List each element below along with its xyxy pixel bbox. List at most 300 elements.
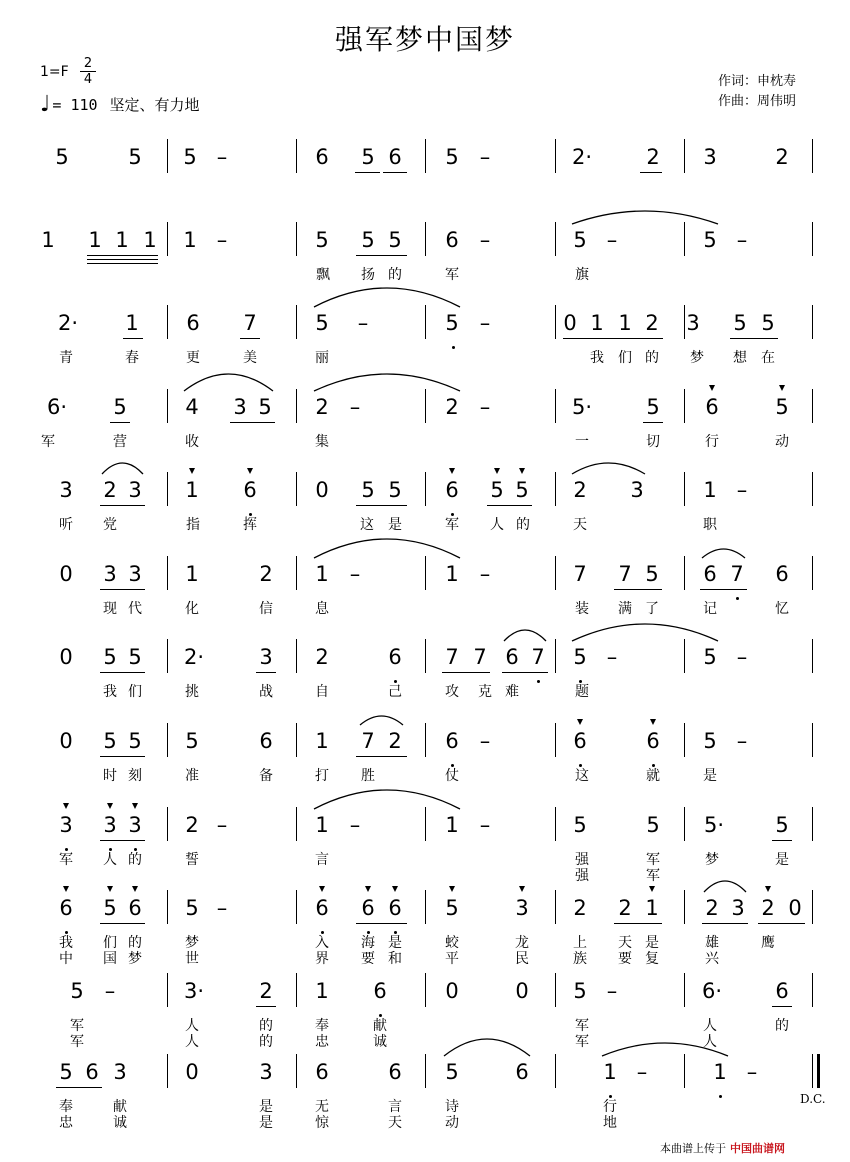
underline bbox=[772, 1006, 792, 1007]
lyric: 动 bbox=[775, 434, 789, 450]
lyric: 的 bbox=[128, 935, 142, 951]
note: 1 bbox=[88, 228, 102, 252]
underline bbox=[356, 756, 407, 757]
note: 6 bbox=[445, 228, 459, 252]
bar-line bbox=[167, 1054, 168, 1088]
bar-line bbox=[167, 890, 168, 924]
lyric: 春 bbox=[125, 350, 139, 366]
note: 5 bbox=[128, 729, 142, 753]
lyric: 息 bbox=[315, 601, 329, 617]
lyric: 美 bbox=[243, 350, 257, 366]
note: 6 bbox=[85, 1060, 99, 1084]
note: 5 bbox=[733, 311, 747, 335]
accent-mark bbox=[519, 468, 525, 474]
note: – bbox=[216, 813, 228, 837]
note: – bbox=[479, 729, 491, 753]
note: – bbox=[636, 1060, 648, 1084]
bar-line bbox=[425, 472, 426, 506]
lyric: 言 bbox=[315, 852, 329, 868]
bar-line bbox=[555, 973, 556, 1007]
underline bbox=[442, 672, 490, 673]
accent-mark bbox=[519, 886, 525, 892]
slur bbox=[360, 715, 403, 727]
bar-line bbox=[684, 389, 685, 423]
lyric: 军 bbox=[646, 852, 660, 868]
bar-line bbox=[296, 472, 297, 506]
note: 5 bbox=[185, 896, 199, 920]
accent-mark bbox=[779, 385, 785, 391]
lyric: 这 bbox=[575, 768, 589, 784]
bar-line bbox=[425, 723, 426, 757]
lyric: 军 bbox=[445, 267, 459, 283]
lyric: 装 bbox=[575, 601, 589, 617]
note: 6 bbox=[646, 729, 660, 753]
bar-line bbox=[167, 723, 168, 757]
note: 6 bbox=[259, 729, 273, 753]
accent-mark bbox=[132, 886, 138, 892]
bar-line bbox=[812, 807, 813, 841]
note: 3 bbox=[630, 478, 644, 502]
note: 2 bbox=[645, 311, 659, 335]
note: 5 bbox=[646, 813, 660, 837]
underline bbox=[356, 255, 407, 256]
note: 3 bbox=[731, 896, 745, 920]
note: 5 bbox=[388, 228, 402, 252]
lyric: 的 bbox=[516, 517, 530, 533]
note: 5· bbox=[704, 813, 725, 837]
note: 6 bbox=[445, 729, 459, 753]
note: 6 bbox=[243, 478, 257, 502]
underline bbox=[256, 672, 276, 673]
note: 3 bbox=[233, 395, 247, 419]
note: 0 bbox=[59, 562, 73, 586]
note: 3 bbox=[259, 1060, 273, 1084]
note: – bbox=[479, 395, 491, 419]
accent-mark bbox=[709, 385, 715, 391]
slur bbox=[602, 1042, 728, 1058]
note: 6 bbox=[388, 645, 402, 669]
tempo-marking bbox=[40, 92, 200, 117]
note: – bbox=[479, 145, 491, 169]
lyric: 挥 bbox=[243, 517, 257, 533]
slur bbox=[444, 1038, 530, 1058]
underline bbox=[87, 259, 158, 260]
bar-line bbox=[555, 139, 556, 173]
accent-mark bbox=[63, 803, 69, 809]
bar-line bbox=[812, 973, 813, 1007]
note: 5 bbox=[113, 395, 127, 419]
lyric: 现 bbox=[103, 601, 117, 617]
note: 5 bbox=[445, 311, 459, 335]
bar-line bbox=[684, 890, 685, 924]
note: 6· bbox=[702, 979, 723, 1003]
lyric: 人 bbox=[703, 1018, 717, 1034]
note: 2 bbox=[259, 562, 273, 586]
note: 5 bbox=[315, 311, 329, 335]
bar-line bbox=[812, 305, 813, 339]
note: 6 bbox=[703, 562, 717, 586]
lyric: 献 bbox=[373, 1018, 387, 1034]
tempo-expression: 坚定、有力地 bbox=[109, 96, 200, 114]
lyric: 鹰 bbox=[761, 935, 775, 951]
lyric-second-verse: 人 bbox=[703, 1034, 717, 1050]
lyric: 想 bbox=[733, 350, 747, 366]
lyric-second-verse: 惊 bbox=[315, 1115, 329, 1131]
note: 6 bbox=[315, 896, 329, 920]
accent-mark bbox=[189, 468, 195, 474]
lyric: 我 bbox=[590, 350, 604, 366]
note: 2 bbox=[761, 896, 775, 920]
lyric: 蛟 bbox=[445, 935, 459, 951]
lyric: 时 bbox=[103, 768, 117, 784]
bar-line bbox=[812, 639, 813, 673]
underline bbox=[758, 923, 805, 924]
note: 5 bbox=[573, 979, 587, 1003]
lyric-second-verse: 军 bbox=[575, 1034, 589, 1050]
underline bbox=[87, 263, 158, 264]
lyric-second-verse: 的 bbox=[259, 1034, 273, 1050]
note: 7 bbox=[473, 645, 487, 669]
note: 5 bbox=[185, 729, 199, 753]
note: 0 bbox=[563, 311, 577, 335]
note: 5 bbox=[490, 478, 504, 502]
bar-line bbox=[425, 890, 426, 924]
bar-line bbox=[684, 139, 685, 173]
bar-line bbox=[296, 389, 297, 423]
tempo-bpm: = 110 bbox=[52, 95, 98, 114]
lyric: 切 bbox=[646, 434, 660, 450]
note: 1 bbox=[315, 562, 329, 586]
note: 5 bbox=[361, 228, 375, 252]
note: 5 bbox=[703, 228, 717, 252]
note: 5 bbox=[573, 645, 587, 669]
note: 5 bbox=[183, 145, 197, 169]
bar-line bbox=[425, 222, 426, 256]
note: – bbox=[736, 478, 748, 502]
bar-line bbox=[684, 305, 685, 339]
note: 0 bbox=[445, 979, 459, 1003]
note: – bbox=[606, 645, 618, 669]
lyric-second-verse: 要 bbox=[361, 951, 375, 967]
note: 3 bbox=[103, 562, 117, 586]
lyric: 的 bbox=[645, 350, 659, 366]
lyric-second-verse: 是 bbox=[259, 1115, 273, 1131]
underline bbox=[356, 923, 407, 924]
note: 1 bbox=[618, 311, 632, 335]
note: 5 bbox=[258, 395, 272, 419]
lyric-second-verse: 平 bbox=[445, 951, 459, 967]
lyric-second-verse: 强 bbox=[575, 868, 589, 884]
bar-line bbox=[812, 222, 813, 256]
lyric: 军 bbox=[41, 434, 55, 450]
slur bbox=[572, 462, 645, 476]
note: 5 bbox=[103, 729, 117, 753]
lyric: 飘 bbox=[316, 267, 330, 283]
lyric-second-verse: 中 bbox=[59, 951, 73, 967]
lyric: 克 bbox=[478, 684, 492, 700]
note: 3 bbox=[59, 813, 73, 837]
underline bbox=[100, 756, 145, 757]
accent-mark bbox=[107, 803, 113, 809]
lyric: 誓 bbox=[185, 852, 199, 868]
accent-mark bbox=[63, 886, 69, 892]
note: 7 bbox=[361, 729, 375, 753]
bar-line bbox=[425, 973, 426, 1007]
lyric-second-verse: 复 bbox=[645, 951, 659, 967]
note: 6 bbox=[315, 145, 329, 169]
underline bbox=[487, 505, 532, 506]
underline bbox=[614, 923, 662, 924]
bar-line bbox=[812, 139, 813, 173]
note: 6 bbox=[775, 562, 789, 586]
bar-line bbox=[425, 1054, 426, 1088]
lyric-second-verse: 忠 bbox=[315, 1034, 329, 1050]
lyric: 们 bbox=[618, 350, 632, 366]
lyric: 代 bbox=[128, 601, 142, 617]
note: 3 bbox=[59, 478, 73, 502]
note: 1 bbox=[603, 1060, 617, 1084]
note: 6 bbox=[361, 896, 375, 920]
note: 5 bbox=[646, 395, 660, 419]
note: 6 bbox=[388, 145, 402, 169]
lyric: 满 bbox=[618, 601, 632, 617]
lyric: 备 bbox=[259, 768, 273, 784]
note: 3 bbox=[128, 562, 142, 586]
note: 1 bbox=[125, 311, 139, 335]
bar-line bbox=[167, 639, 168, 673]
lyric: 自 bbox=[315, 684, 329, 700]
bar-line bbox=[167, 472, 168, 506]
underline bbox=[100, 672, 145, 673]
bar-line bbox=[425, 389, 426, 423]
bar-line bbox=[167, 807, 168, 841]
time-signature-denominator: 4 bbox=[83, 72, 93, 87]
lyric: 准 bbox=[185, 768, 199, 784]
note: – bbox=[736, 228, 748, 252]
underline bbox=[123, 338, 143, 339]
note: 1 bbox=[445, 562, 459, 586]
bar-line bbox=[555, 556, 556, 590]
underline bbox=[502, 672, 548, 673]
lyric: 海 bbox=[361, 935, 375, 951]
lyric: 是 bbox=[645, 935, 659, 951]
bar-line bbox=[812, 389, 813, 423]
underline bbox=[730, 338, 778, 339]
lyric-second-verse: 界 bbox=[315, 951, 329, 967]
note: 4 bbox=[185, 395, 199, 419]
lyric: 人 bbox=[490, 517, 504, 533]
lyric: 在 bbox=[761, 350, 775, 366]
note: 6· bbox=[47, 395, 68, 419]
underline bbox=[100, 589, 145, 590]
lyric: 这 bbox=[360, 517, 374, 533]
lyric: 仗 bbox=[445, 768, 459, 784]
underline bbox=[383, 172, 407, 173]
lyric: 忆 bbox=[775, 601, 789, 617]
lyric: 梦 bbox=[705, 852, 719, 868]
low-octave-dot bbox=[452, 346, 455, 349]
lyric: 营 bbox=[113, 434, 127, 450]
note: 5 bbox=[761, 311, 775, 335]
bar-line bbox=[296, 890, 297, 924]
score-system-7 bbox=[0, 645, 850, 725]
note: 1 bbox=[445, 813, 459, 837]
lyric: 战 bbox=[259, 684, 273, 700]
note: 0 bbox=[315, 478, 329, 502]
slur bbox=[572, 623, 718, 643]
lyric-second-verse: 天 bbox=[388, 1115, 402, 1131]
lyric: 人 bbox=[103, 852, 117, 868]
lyric-second-verse: 国 bbox=[103, 951, 117, 967]
lyric-second-verse: 要 bbox=[618, 951, 632, 967]
note: 6 bbox=[515, 1060, 529, 1084]
lyric: 的 bbox=[259, 1018, 273, 1034]
lyric: 刻 bbox=[128, 768, 142, 784]
slur bbox=[314, 287, 460, 309]
note: – bbox=[216, 145, 228, 169]
lyric: 行 bbox=[603, 1099, 617, 1115]
underline bbox=[640, 172, 662, 173]
bar-line bbox=[684, 639, 685, 673]
bar-line bbox=[167, 139, 168, 173]
footer bbox=[660, 1140, 785, 1156]
slur bbox=[702, 548, 745, 560]
note: – bbox=[736, 645, 748, 669]
bar-line bbox=[812, 890, 813, 924]
underline bbox=[100, 840, 145, 841]
lyric: 听 bbox=[59, 517, 73, 533]
note: 3 bbox=[128, 813, 142, 837]
bar-line bbox=[296, 973, 297, 1007]
lyric-second-verse: 梦 bbox=[128, 951, 142, 967]
lyric: 难 bbox=[505, 684, 519, 700]
bar-line bbox=[296, 556, 297, 590]
note: 2 bbox=[315, 645, 329, 669]
lyric: 一 bbox=[575, 434, 589, 450]
note: 5 bbox=[315, 228, 329, 252]
note: 5 bbox=[515, 478, 529, 502]
bar-line bbox=[555, 472, 556, 506]
lyric: 龙 bbox=[515, 935, 529, 951]
note: – bbox=[349, 562, 361, 586]
accent-mark bbox=[365, 886, 371, 892]
bar-line bbox=[812, 556, 813, 590]
note: – bbox=[349, 813, 361, 837]
key-signature: 1=F bbox=[40, 64, 69, 80]
lyric: 胜 bbox=[361, 768, 375, 784]
lyric: 军 bbox=[575, 1018, 589, 1034]
lyric: 献 bbox=[113, 1099, 127, 1115]
underline bbox=[702, 923, 748, 924]
bar-line bbox=[296, 305, 297, 339]
underline bbox=[100, 923, 145, 924]
note: 1 bbox=[143, 228, 157, 252]
slur bbox=[704, 880, 746, 894]
note: – bbox=[479, 228, 491, 252]
lyric-second-verse: 人 bbox=[185, 1034, 199, 1050]
note: 0 bbox=[59, 645, 73, 669]
note: 5 bbox=[445, 896, 459, 920]
note: – bbox=[216, 228, 228, 252]
lyric: 们 bbox=[103, 935, 117, 951]
note: – bbox=[349, 395, 361, 419]
lyric-second-verse: 诚 bbox=[373, 1034, 387, 1050]
note: 2 bbox=[185, 813, 199, 837]
lyric: 打 bbox=[315, 768, 329, 784]
underline bbox=[614, 589, 662, 590]
underline bbox=[100, 505, 145, 506]
quarter-note-icon: ♩ bbox=[40, 92, 51, 117]
note: 2· bbox=[58, 311, 79, 335]
bar-line bbox=[684, 1054, 685, 1088]
lyric: 扬 bbox=[361, 267, 375, 283]
slur bbox=[314, 538, 460, 560]
lyric: 的 bbox=[775, 1018, 789, 1034]
bar-line bbox=[684, 472, 685, 506]
lyric: 收 bbox=[185, 434, 199, 450]
note: 1 bbox=[713, 1060, 727, 1084]
lyricist: 作词：申枕寿 bbox=[718, 74, 797, 89]
slur bbox=[102, 462, 143, 476]
bar-line bbox=[425, 139, 426, 173]
underline bbox=[643, 422, 663, 423]
note: 0 bbox=[515, 979, 529, 1003]
note: 5 bbox=[55, 145, 69, 169]
lyric: 青 bbox=[59, 350, 73, 366]
note: 2 bbox=[315, 395, 329, 419]
note: 5 bbox=[703, 645, 717, 669]
lyric: 奉 bbox=[59, 1099, 73, 1115]
note: – bbox=[357, 311, 369, 335]
note: 0 bbox=[59, 729, 73, 753]
accent-mark bbox=[765, 886, 771, 892]
lyric: 党 bbox=[103, 517, 117, 533]
note: 5 bbox=[645, 562, 659, 586]
underline bbox=[355, 172, 380, 173]
note: 2 bbox=[388, 729, 402, 753]
slur bbox=[572, 210, 718, 226]
lyric-second-verse: 和 bbox=[388, 951, 402, 967]
note: 2 bbox=[445, 395, 459, 419]
lyric: 军 bbox=[445, 517, 459, 533]
note: 6 bbox=[186, 311, 200, 335]
slur bbox=[314, 373, 460, 393]
accent-mark bbox=[132, 803, 138, 809]
bar-line bbox=[296, 723, 297, 757]
lyric: 就 bbox=[646, 768, 660, 784]
note: 1 bbox=[703, 478, 717, 502]
bar-line bbox=[684, 556, 685, 590]
lyric: 言 bbox=[388, 1099, 402, 1115]
note: 2 bbox=[573, 896, 587, 920]
note: 6 bbox=[128, 896, 142, 920]
note: 1 bbox=[185, 478, 199, 502]
underline bbox=[56, 1087, 102, 1088]
bar-line bbox=[167, 389, 168, 423]
note: 1 bbox=[315, 813, 329, 837]
note: – bbox=[746, 1060, 758, 1084]
lyric: 是 bbox=[388, 935, 402, 951]
note: 7 bbox=[573, 562, 587, 586]
bar-line bbox=[425, 556, 426, 590]
lyric: 诗 bbox=[445, 1099, 459, 1115]
note: 1 bbox=[185, 562, 199, 586]
bar-line bbox=[555, 1054, 556, 1088]
lyric: 我 bbox=[59, 935, 73, 951]
note: 5 bbox=[70, 979, 84, 1003]
accent-mark bbox=[650, 719, 656, 725]
lyric: 化 bbox=[185, 601, 199, 617]
